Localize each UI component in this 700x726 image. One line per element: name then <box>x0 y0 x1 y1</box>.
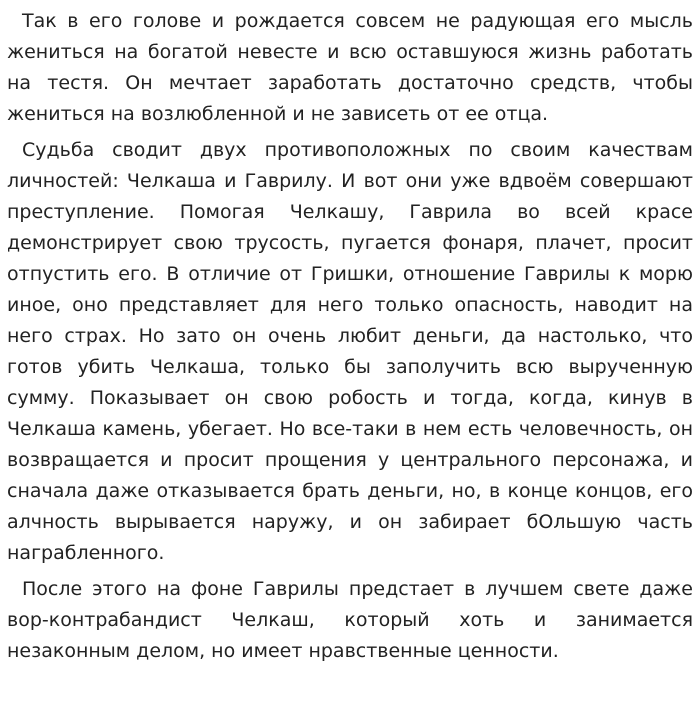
paragraph-1: Так в его голове и рождается совсем не радующая его мысль жениться на богатой невесте и всю оставшуюся жизнь работать на тестя. Он мечтает заработать достаточно средств, чтобы жениться на возлюбленной и не зависеть от ее отца. <box>7 10 693 125</box>
paragraph-3: После этого на фоне Гаврилы предстает в лучшем свете даже вор-контрабандист Челкаш, который хоть и занимается незаконным делом, но имеет нравственные ценности. <box>7 578 693 662</box>
document-body <box>7 6 693 672</box>
paragraph-2: Судьба сводит двух противоположных по своим качествам личностей: Челкаша и Гаврилу. И вот они уже вдвоём совершают преступление. Помогая Челкашу, Гаврила во всей красе демонстрирует свою трусость, пугается фонаря, плачет, просит отпустить его. В отличие от Гришки, отношение Гаврилы к морю иное, оно представляет для него только опасность, наводит на него страх. Но зато он очень любит деньги, да настолько, что готов убить Челкаша, только бы заполучить всю вырученную сумму. Показывает он свою робость и тогда, когда, кинув в Челкаша камень, убегает. Но все-таки в нем есть человечность, он возвращается и просит прощения у центрального персонажа, и сначала даже отказывается брать деньги, но, в конце концов, его алчность вырывается наружу, и он забирает бОльшую часть награбленного. <box>7 139 693 564</box>
